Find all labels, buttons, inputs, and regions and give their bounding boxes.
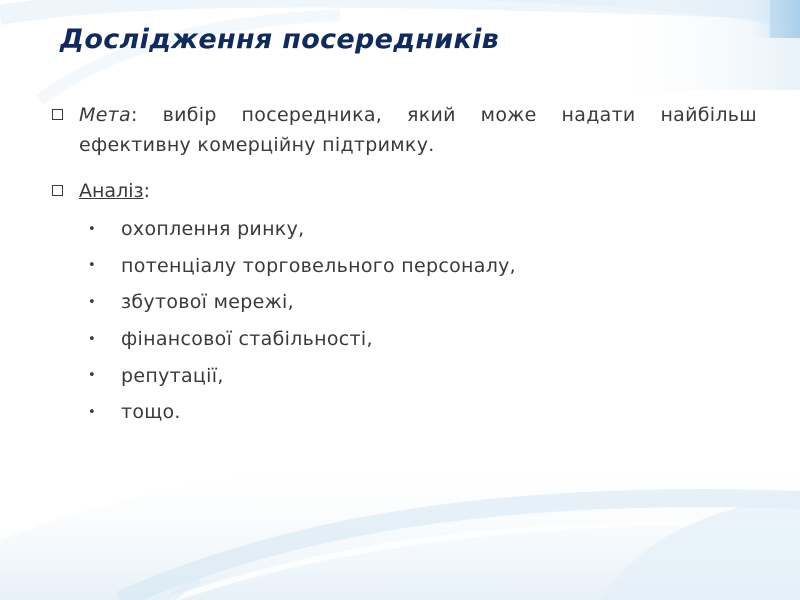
list-item-text: охоплення ринку,	[121, 218, 305, 241]
list-item-text: репутації,	[121, 364, 224, 387]
analysis-list	[52, 211, 757, 431]
round-bullet-icon: •	[88, 258, 96, 274]
round-bullet-icon: •	[88, 404, 96, 420]
slide-content	[52, 100, 757, 431]
round-bullet-icon: •	[88, 294, 96, 310]
goal-description: : вибір посередника, який може надати найбільш ефективну комерційну підтримку.	[79, 104, 757, 156]
hollow-square-bullet-icon	[52, 109, 63, 120]
analysis-label: Аналіз	[79, 180, 144, 202]
list-item	[88, 284, 757, 321]
list-item	[88, 321, 757, 358]
list-item-text: фінансової стабільності,	[121, 328, 373, 351]
round-bullet-icon: •	[88, 221, 96, 237]
list-item-text: тощо.	[121, 401, 181, 424]
list-item	[88, 248, 757, 285]
analysis-heading	[79, 176, 150, 206]
slide-title: Дослідження посередників	[60, 24, 500, 55]
list-item	[88, 394, 757, 431]
list-item-text: потенціалу торговельного персоналу,	[121, 254, 517, 277]
analysis-item	[52, 176, 757, 206]
round-bullet-icon: •	[88, 331, 96, 347]
list-item	[88, 357, 757, 394]
goal-text	[79, 100, 757, 160]
list-item-text: збутової мережі,	[121, 291, 294, 314]
analysis-suffix: :	[143, 180, 150, 202]
list-item	[88, 211, 757, 248]
goal-label: Мета	[79, 104, 131, 126]
hollow-square-bullet-icon	[52, 185, 63, 196]
goal-item	[52, 100, 757, 160]
round-bullet-icon: •	[88, 368, 96, 384]
